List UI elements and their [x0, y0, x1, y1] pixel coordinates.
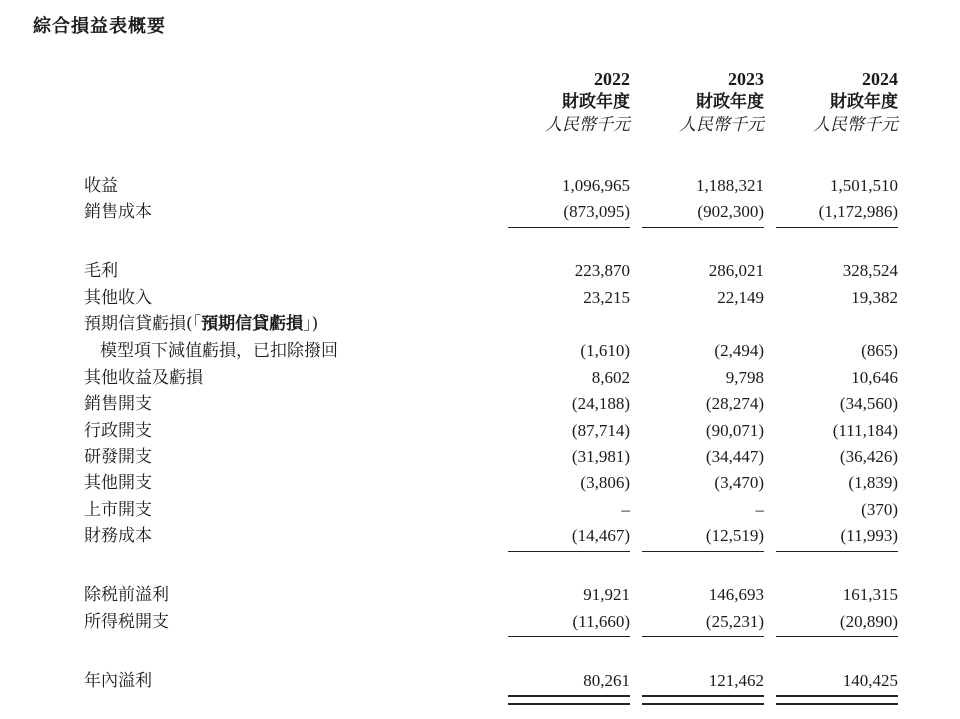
table-row-listing-expenses — [0, 497, 960, 523]
value-2024: (865) — [861, 341, 898, 360]
value-2022: (24,188) — [571, 394, 630, 413]
row-label: 模型項下減值虧損，已扣除撥回 — [100, 341, 338, 361]
table-row-admin-expenses — [0, 418, 960, 444]
row-label — [84, 311, 318, 337]
value-2023: (12,519) — [705, 526, 764, 545]
value-2022: (87,714) — [571, 421, 630, 440]
total-double-rule — [508, 695, 630, 705]
table-row-finance-costs — [0, 523, 960, 549]
value-2024: 19,382 — [851, 288, 898, 307]
value-2023: (2,494) — [714, 341, 764, 360]
subtotal-rule — [508, 636, 630, 637]
table-row-impairment — [0, 338, 960, 364]
value-2024: 161,315 — [842, 585, 898, 604]
table-row-selling-expenses — [0, 391, 960, 417]
table-row-gross-profit — [0, 258, 960, 284]
value-2023: 9,798 — [725, 368, 764, 387]
value-2024: (20,890) — [839, 612, 898, 631]
value-2022: (11,660) — [572, 612, 630, 631]
value-2023: (90,071) — [705, 421, 764, 440]
value-2023: (902,300) — [697, 202, 764, 221]
value-2023: 146,693 — [708, 585, 764, 604]
column-currency: 人民幣千元 — [679, 115, 764, 135]
row-label-defined-term: 預期信貸虧損 — [201, 314, 304, 334]
value-2022: (31,981) — [571, 447, 630, 466]
column-fy: 財政年度 — [696, 92, 764, 112]
value-2024: 140,425 — [842, 671, 898, 690]
value-2022: – — [621, 500, 630, 519]
value-2022: 80,261 — [583, 671, 630, 690]
row-label: 毛利 — [84, 261, 118, 281]
value-2022: 1,096,965 — [562, 176, 630, 195]
value-2024: (370) — [861, 500, 898, 519]
table-row-other-gains-losses — [0, 365, 960, 391]
table-row-profit-for-year — [0, 668, 960, 694]
row-label: 其他收入 — [84, 288, 152, 308]
row-label: 收益 — [84, 176, 118, 196]
value-2022: (1,610) — [580, 341, 630, 360]
page-title: 綜合損益表概要 — [33, 16, 166, 37]
table-row-other-expenses — [0, 470, 960, 496]
value-2023: (28,274) — [705, 394, 764, 413]
value-2022: 223,870 — [574, 261, 630, 280]
row-label-pre: 預期信貸虧損(「 — [84, 314, 202, 334]
value-2024: (36,426) — [839, 447, 898, 466]
table-row-rnd-expenses — [0, 444, 960, 470]
column-year: 2023 — [728, 69, 764, 89]
value-2024: (111,184) — [832, 421, 898, 440]
value-2024: 1,501,510 — [830, 176, 898, 195]
total-double-rule — [642, 695, 764, 705]
value-2024: (1,172,986) — [818, 202, 898, 221]
subtotal-rule — [776, 551, 898, 552]
subtotal-rule — [508, 227, 630, 228]
column-currency: 人民幣千元 — [813, 115, 898, 135]
value-2023: (25,231) — [705, 612, 764, 631]
value-2024: (34,560) — [839, 394, 898, 413]
value-2022: (14,467) — [571, 526, 630, 545]
subtotal-rule — [642, 551, 764, 552]
row-label: 所得税開支 — [84, 612, 169, 632]
value-2022: (873,095) — [563, 202, 630, 221]
column-fy: 財政年度 — [562, 92, 630, 112]
row-label: 年內溢利 — [84, 671, 152, 691]
value-2022: 91,921 — [583, 585, 630, 604]
row-label: 除税前溢利 — [84, 585, 169, 605]
column-header-2024 — [738, 68, 898, 137]
row-label: 研發開支 — [84, 447, 152, 467]
row-label: 銷售開支 — [84, 394, 152, 414]
table-row-income-tax — [0, 609, 960, 635]
row-label: 行政開支 — [84, 421, 152, 441]
value-2023: 22,149 — [717, 288, 764, 307]
value-2024: 10,646 — [851, 368, 898, 387]
subtotal-rule — [642, 227, 764, 228]
subtotal-rule — [776, 636, 898, 637]
value-2024: (1,839) — [848, 473, 898, 492]
value-2022: (3,806) — [580, 473, 630, 492]
row-label: 銷售成本 — [84, 202, 152, 222]
row-label: 其他收益及虧損 — [84, 368, 203, 388]
table-row-ecl-heading — [0, 311, 960, 337]
column-currency: 人民幣千元 — [545, 115, 630, 135]
value-2023: 1,188,321 — [696, 176, 764, 195]
value-2023: (3,470) — [714, 473, 764, 492]
total-double-rule — [776, 695, 898, 705]
subtotal-rule — [642, 636, 764, 637]
table-row-profit-before-tax — [0, 582, 960, 608]
table-row-cost-of-sales — [0, 199, 960, 225]
table-row-revenue — [0, 173, 960, 199]
value-2023: 121,462 — [708, 671, 764, 690]
column-year: 2024 — [862, 69, 898, 89]
column-fy: 財政年度 — [830, 92, 898, 112]
table-row-other-income — [0, 285, 960, 311]
row-label: 其他開支 — [84, 473, 152, 493]
row-label: 財務成本 — [84, 526, 152, 546]
subtotal-rule — [776, 227, 898, 228]
subtotal-rule — [508, 551, 630, 552]
value-2022: 8,602 — [591, 368, 630, 387]
row-label-post: 」) — [303, 314, 319, 334]
value-2022: 23,215 — [583, 288, 630, 307]
value-2024: 328,524 — [842, 261, 898, 280]
row-label: 上市開支 — [84, 500, 152, 520]
value-2024: (11,993) — [840, 526, 898, 545]
value-2023: 286,021 — [708, 261, 764, 280]
column-year: 2022 — [594, 69, 630, 89]
value-2023: – — [755, 500, 764, 519]
value-2023: (34,447) — [705, 447, 764, 466]
